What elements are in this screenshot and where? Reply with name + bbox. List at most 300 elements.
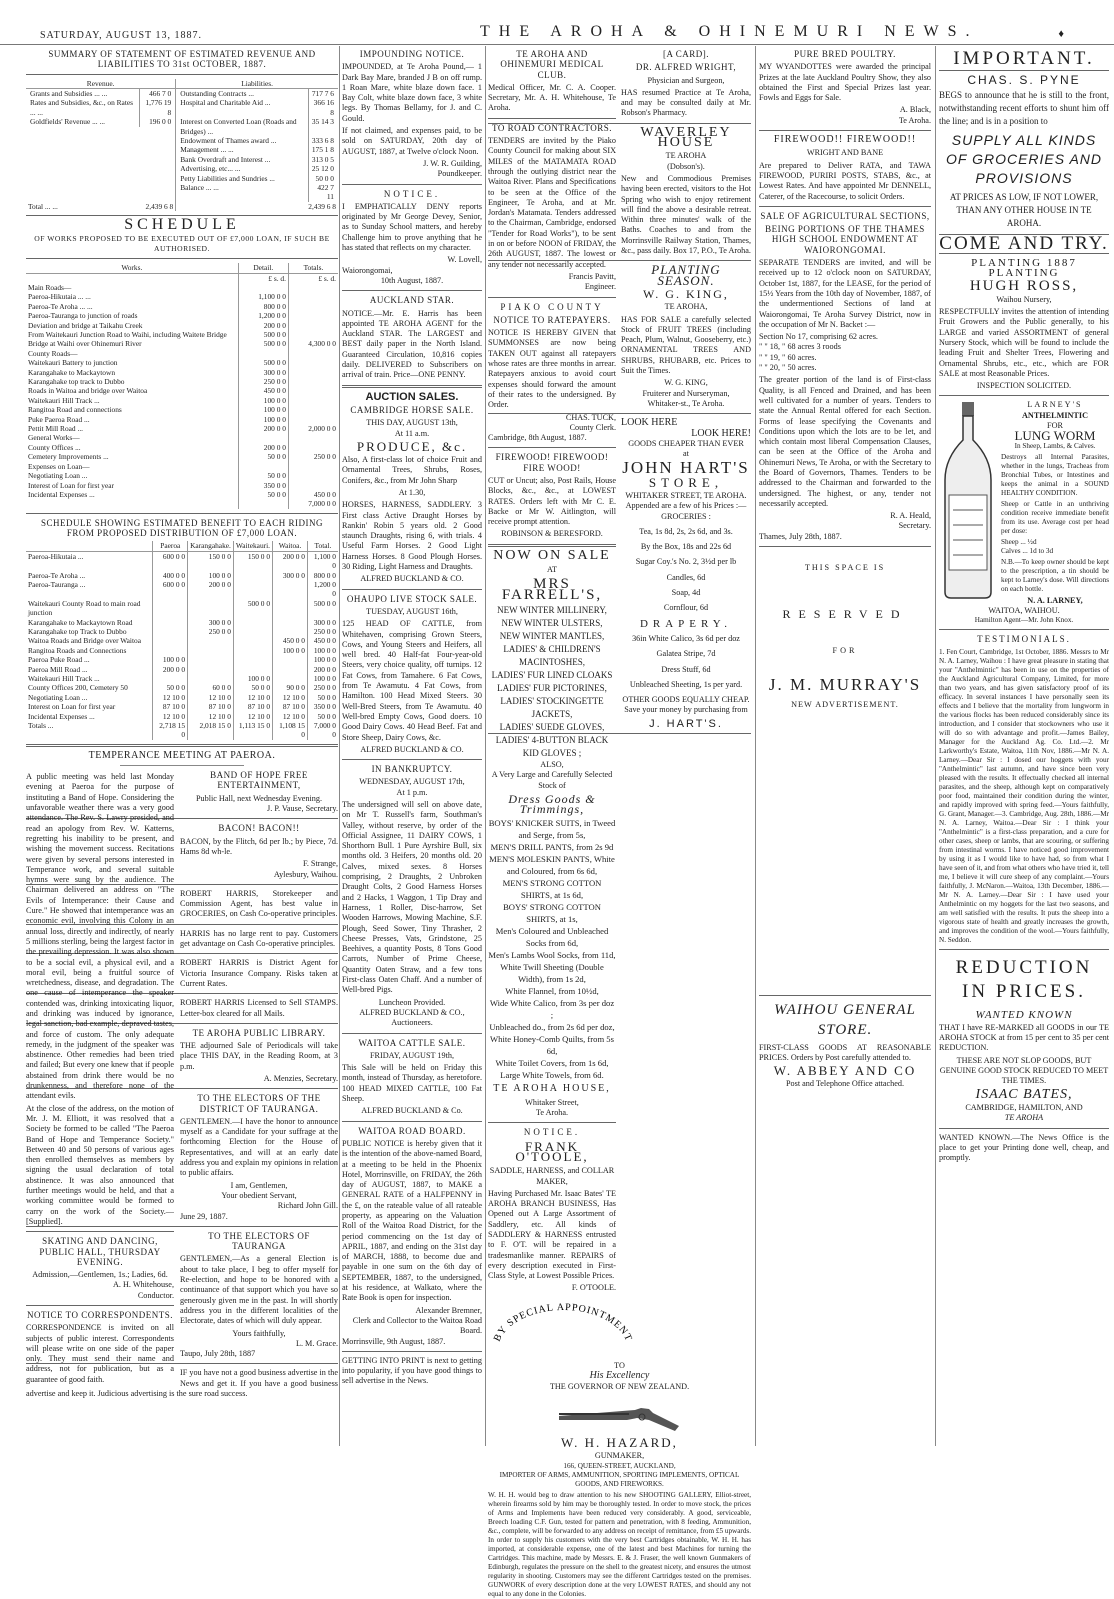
riding-cell: 100 0 0 — [188, 571, 234, 580]
farrell-item: LADIES' FUR PICTORINES, — [497, 682, 607, 693]
impounding-text: IMPOUNDED, at Te Aroha Pound,— 1 Dark Bay Mare, branded J B on off rump. 1 Roan Mare, white blaze down face. 1 Bay Colt, white blaze down face, 3 white legs. By Thomas Bellamy, for J. and C. Gould. — [342, 62, 482, 123]
riding-cell: 600 0 0 — [153, 580, 188, 599]
riding-header: Waitekauri. — [233, 541, 272, 551]
riding-cell: 150 0 0 — [188, 551, 234, 570]
liability-row — [178, 89, 336, 98]
column-1-right-ads: BAND OF HOPE FREE ENTERTAINMENT, Public Hall, next Wednesday Evening. J. P. Vause, Secretary. BACON! BACON!! BACON, by the Flitch, 6d per lb.; by Piece, 7d. Hams 8d wh-le. F. Strange, Aylesbury, Waihou. ROBERT HARRIS, Storekeeper and Commission Agent, has best value in GROCERIES, on Cash Co-operative principles. HARRIS has no large rent to pay. Customers get advantage on Cash Co-operative principles. ROBERT HARRIS is District Agent for Victoria Insurance Company. Risks taken at Current Rates. ROBERT HARRIS Licensed to Sell STAMPS. Letter-box cleared for all Mails. TE AROHA PUBLIC LIBRARY. THE adjourned Sale of Periodicals will take place THIS DAY, in the Reading Room, at 3 p.m. A. Menzies, Secretary. TO THE ELECTORS OF THE DISTRICT OF TAURANGA. GENTLEMEN.—I have the honor to announce myself as a Candidate for your suffrage at the forthcoming Election for the House of Representatives, and will at an early date address you and explain my opinions in relation to public affairs. I am, Gentlemen, Your obedient Servant, Richard John Gill. June 29, 1887. TO THE ELECTORS OF TAURANGA GENTLEMEN,—As a general Election is about to take place, I beg to offer myself for Re-election, and hope to be honored with a continuance of that support which you have so generously given me in the past. In will shortly address you in the different localities of the Electorate, dates of which will duly appear. Yours faithfully, L. M. Grace. Taupo, July 28th, 1887 IF you have not a good business advertise in the News and get it. If you have a good business advertise and keep it. Judicious advertising is the sure road success. — [26, 770, 338, 1398]
riding-row — [26, 693, 338, 702]
ross-title: HUGH ROSS, — [969, 278, 1079, 295]
sale-title: SALE OF AGRICULTURAL SECTIONS, — [760, 210, 930, 221]
total-label: Total ... ... — [28, 201, 58, 211]
bates-title: ISAAC BATES, — [975, 1086, 1073, 1102]
riding-cell: Waitekauri County Road to main road junction — [28, 598, 141, 618]
contractors-title: TO ROAD CONTRACTORS. — [492, 122, 612, 133]
waihou-text: FIRST-CLASS GOODS AT REASONABLE PRICES. Orders by Post carefully attended to. — [759, 1042, 931, 1062]
poultry-title: PURE BRED POULTRY. — [794, 49, 896, 59]
riding-cell: Paeroa-Hikutaia ... — [28, 551, 84, 561]
riding-cell — [188, 665, 234, 674]
schedule-subtitle: OF WORKS PROPOSED TO BE EXECUTED OUT OF £7,000 LOAN, IF SUCH BE AUTHORISED. — [34, 233, 330, 253]
riding-cell: 200 0 0 — [273, 551, 308, 570]
summary-title: SUMMARY OF STATEMENT OF ESTIMATED REVENUE AND LIABILITIES TO 31st OCTOBER, 1887. — [48, 49, 316, 70]
work-detail: 200 0 0 — [238, 424, 288, 433]
column-4: PURE BRED POULTRY. MY WYANDOTTES were awarded the principal Prizes at the late Auckland Poultry Show, they also obtained the First and Special Prizes last year. Fowls and Eggs for Sale. A. Black, Te Aroha. FIREWOOD!! FIREWOOD!! WRIGHT AND BANE Are prepared to Deliver RATA, and TAWA FIREWOOD, PURIRI POSTS, STABS, &c., at Lowest Rates. And have appointed Mr DENNELL, Caterer, of the Racecourse, to solicit Orders. SALE OF AGRICULTURAL SECTIONS, BEING PORTIONS OF THE THAMES HIGH SCHOOL ENDOWMENT AT WAIORONGOMAI. SEPARATE TENDERS are invited, and will be received up to 12 o'clock noon on SATURDAY, October 1st, 1887, for the LEASE, for the period of 15½ Years from the 10th day of November, 1887, of the undermentioned Sections of land at Waiorongomai, Te Aroha Survey District, now in the occupation of Mr N. Backet :— Section No 17, comprising 62 acres. " " 18, " 68 acres 3 roods " " 19, " 60 acres. " " 20, " 50 acres. The greater portion of the land is of First-class Quality, is all Fenced and Drained, and has been well cultivated for a number of years. Tenders to state the Annual Rental offered for each Section. Forms of lease specifying the Covenants and Conditions upon which the lots are to be let, and which contain most liberal Compensation Clauses, can be seen at the Office of the Aroha and Ohinemuri News, Te Aroha, or with the Secretary to the Board of Governors, Thames. Tenders to be addressed to the Chairman and forwarded to the undersigned. The highest, or any, tender not necessarily accepted. R. A. Heald, Secretary. Thames, July 28th, 1887. THIS SPACE IS RESERVED FOR J. M. MURRAY'S NEW ADVERTISEMENT. WAIHOU GENERAL STORE. FIRST-CLASS GOODS AT REASONABLE PRICES. Orders by Post carefully attended to. W. ABBEY AND CO Post and Telephone Office attached. — [759, 49, 931, 1089]
riding-cell — [188, 636, 234, 645]
dress-goods: Dress Goods & Trimmings, — [508, 791, 596, 817]
totals-header: Totals. — [288, 263, 338, 273]
column-divider — [755, 46, 756, 1446]
riding-cell: 300 0 0 — [308, 618, 339, 627]
star-text: NOTICE.—Mr. E. Harris has been appointed TE AROHA AGENT for the Auckland STAR. The LARGEST and BEST daily paper in the North Island. Guaranteed Circulation, 10,816 copies daily. DELIVERED to Subscribers on arrival of train. Price—ONE PENNY. — [342, 308, 482, 380]
riding-cell: 100 0 0 — [308, 646, 339, 655]
riding-cell — [233, 618, 272, 627]
work-total — [288, 481, 338, 490]
work-total — [288, 462, 338, 471]
work-item: Karangahake to Mackaytown — [28, 367, 116, 377]
liability-amount: 366 16 8 — [309, 98, 336, 117]
riding-row — [26, 712, 338, 721]
riding-row — [26, 655, 338, 664]
important-heading: IMPORTANT. — [953, 48, 1095, 69]
printing-notice: GETTING INTO PRINT is next to getting into popularity, if you have good things to sell advertise in the News. — [342, 1355, 482, 1386]
library-text: THE adjourned Sale of Periodicals will take place THIS DAY, in the Reading Room, at 3 p.m. — [180, 1041, 338, 1071]
drapery-item: 36in White Calico, 3s 6d per doz — [632, 633, 740, 643]
revenue-total — [26, 202, 176, 211]
work-item: Expenses on Loan— — [28, 461, 90, 471]
riding-cell — [273, 580, 308, 599]
harris-ad-4: ROBERT HARRIS Licensed to Sell STAMPS. Letter-box cleared for all Mails. — [180, 998, 338, 1018]
waitoa-sale-text: This Sale will be held on Friday this month, instead of Thursday, as heretofore. 100 HEAD MIXED CATTLE, 100 Fat Sheep. — [342, 1063, 482, 1104]
riding-cell: 50 0 0 — [308, 712, 339, 721]
liability-row — [178, 164, 336, 173]
king-title: W. G. KING, — [643, 286, 729, 301]
drapery-item: Dress Stuff, 6d — [661, 664, 711, 674]
otoole-title: FRANK O'TOOLE, — [515, 1138, 589, 1164]
column-3-right: [A CARD]. DR. ALFRED WRIGHT, Physician and Surgeon, HAS resumed Practice at Te Aroha, and may be consulted daily at Mr. Robson's Pharmacy. WAVERLEY HOUSE TE AROHA (Dobson's). New and Commodious Premises having been erected, visitors to the Hot Spring who wish to enjoy retirement will find the above a desirable retreat. Within three minutes' walk of the Baths. Coaches to and from the Morrinsville Railway Station, Thames, &c., pass daily. Box 17, P.O., Te Aroha. PLANTING SEASON. W. G. KING, TE AROHA, HAS FOR SALE a carefully selected Stock of FRUIT TREES (including Peach, Plum, Walnut, Gooseberry, etc.) ORNAMENTAL TREES AND SHRUBS, RHUBARB, etc. Prices to Suit the Times. W. G. KING, Fruiterer and Nurseryman, Whitaker-st., Te Aroha. LOOK HERE LOOK HERE! GOODS CHEAPER THAN EVER at JOHN HART'S STORE, WHITAKER STREET, TE AROHA. Appended are a few of his Prices :— GROCERIES : Tea, 1s 8d, 2s, 2s 6d, and 3s. By the Box, 18s and 22s 6d Sugar Coy.'s No. 2, 3½d per lb Candles, 6d Soap, 4d Cornflour, 6d DRAPERY. 36in White Calico, 3s 6d per doz Galatea Stripe, 7d Dress Stuff, 6d Unbleached Sheeting, 1s per yard. OTHER GOODS EQUALLY CHEAP. Save your money by purchasing from J. HART'S. BY SPECIAL APPOINTMENT TO His Excellency THE GOVERNOR OF NEW ZEALAND. W. H. HAZARD, GUNMAKER, 166, QUEEN-STREET, AUCKLAND, IMPORTER OF ARMS, AMMUNITION, SPORTING IMPLEMENTS, OPTICAL GOODS, AND FIREWORKS. W. H. H. would beg to draw attention to his new SHOOTING GALLERY, Elliot-street, wherein firearms sold by him may be thoroughly tested. In order to move stock, the prices of Arms and Implements have been reduced very considerably. A good, serviceable, Breech loading C.F. Gun, tested for pattern and penetration, with 8 feeding, Ammunition, &c., complete, will be forwarded to any address on receipt of remittance, from £5 upwards. In order to supply his customers with the very best Cartridges obtainable, W. H. H. has imported, at considerable expense, one of the latest and best Machines for turning the Cartridges. This machine, made by Messrs. E. & J. Fraser, the well known Gunmakers of Edinburgh, regulates the pressure on the shell to the greatest nicety, and ensures the utmost regularity in shooting. Customers may see the different Cartridges tested on the premises. GUNWORK of every description done at the very LOWEST RATES, and should any not equal to any done in the Colonies. — [488, 49, 751, 1598]
riding-cell: 200 0 0 — [308, 665, 339, 674]
riding-cell: 100 0 0 — [273, 646, 308, 655]
work-total — [288, 292, 338, 301]
larney-text-2: Sheep or Cattle in an unthriving condition receive immediate benefit from its use. Average cost per head per dose: — [1001, 499, 1109, 535]
riding-cell: Paeroa Mill Road ... — [28, 664, 88, 674]
work-item: Cemetery Improvements ... — [28, 452, 109, 462]
riding-cell: 87 10 0 — [233, 702, 272, 711]
ohaupo-title: OHAUPO LIVE STOCK SALE. — [346, 593, 478, 604]
firewood-2-text: Are prepared to Deliver RATA, and TAWA FIREWOOD, PURIRI POSTS, STABS, &c., at Lowest Rates. And have appointed Mr DENNELL, Caterer, of the Racecourse, to solicit Orders. — [759, 160, 931, 201]
farrell-item: Large White Towels, from 6d. — [500, 1070, 604, 1081]
riding-cell: 1,100 0 0 — [308, 551, 339, 570]
horses-text: HORSES, HARNESS, SADDLERY. 3 First class Active Draught Horses by Rankin' Robin 5 years old. 2 Good staunch Draughts, rising 6, with trials. 4 Useful Farm Horses. 2 Good Light Harness Horses. 8 Good Plough Horses. 30 Riding, Light Harness and Draughts. — [342, 500, 482, 572]
larney-ad: LARNEY'S ANTHELMINTIC FOR LUNG WORM In Sheep, Lambs, & Calves. Destroys all Internal Parasites, whether in the lungs, Tracheas from Bronchial Tubes, or Intestines and keeps the animal in a SOUND HEALTHY CONDITION. Sheep or Cattle in an unthriving condition receive immediate benefit from its use. Average cost per head per dose: Sheep ... ½d Calves ... 1d to 3d — [939, 400, 1109, 555]
divider — [26, 74, 338, 75]
riding-cell — [273, 674, 308, 683]
riding-cell: 87 10 0 — [153, 702, 188, 711]
work-detail: 350 0 0 — [238, 481, 288, 490]
liability-amount: 717 7 6 — [309, 89, 336, 98]
work-item: Bridge at Waihi over Ohinemuri River — [28, 339, 142, 349]
work-item: Rangitoa Road and connections — [28, 405, 122, 415]
liabilities-header: Liabilities. — [176, 79, 338, 89]
schedule-row — [26, 405, 338, 414]
riding-cell — [273, 618, 308, 627]
contractors-text: TENDERS are invited by the Piako County Council for making about SIX MILES of the MATAMATA ROAD through the outlying district near the Waitoa River. Plans and Specifications to be seen at the Office of the Engineer, Te Aroha, and at Mr. Jordan's Matamata. Tenders addressed to the Chairman, Cambridge, endorsed "Tender for Road Works"), to be sent in on or before NOON of FRIDAY, the 26th AUGUST, 1887. The lowest or any tender not necessarily accepted. — [488, 136, 616, 269]
road-board-title: WAITOA ROAD BOARD. — [358, 1125, 466, 1136]
road-board-text: PUBLIC NOTICE is hereby given that it is the intention of the above-named Board, at a meeting to be held in the Phoenix Hotel, Morrinsville, on FRIDAY, the 26th day of AUGUST, 1887, to MAKE a GENERAL RATE of a HALFPENNY in the £, on the rateable value of all rateable property, as appearing on the Valuation Roll of the Waitoa Road District, for the period commencing on the 1st day of APRIL, 1887, and ending on the 31st day of MARCH, 1888, to become due and payable in one sum on the 6th day of SEPTEMBER, 1887, to the undersigned, at his residence, at Walkato, where the Rate Book is open for inspection. — [342, 1138, 482, 1303]
riding-cell — [153, 618, 188, 627]
riding-cell: Rangitoa Roads and Connections — [28, 645, 127, 655]
work-detail: 250 0 0 — [238, 377, 288, 386]
work-item: From Waitekauri Junction Road to Waihi, including Waitete Bridge — [28, 330, 227, 340]
farrell-item: NEW WINTER MILLINERY, — [497, 604, 607, 615]
farrell-item: NEW WINTER ULSTERS, — [501, 617, 603, 628]
work-total: 450 0 0 — [288, 490, 338, 499]
grocery-item: Sugar Coy.'s No. 2, 3½d per lb — [635, 557, 737, 567]
liability-item: Bank Overdraft and Interest ... — [180, 154, 271, 164]
cambridge-title: CAMBRIDGE HORSE SALE. — [350, 404, 474, 415]
king-text: HAS FOR SALE a carefully selected Stock of FRUIT TREES (including Peach, Plum, Walnut, Gooseberry, etc.) ORNAMENTAL TREES AND SHRUBS, RHUBARB, etc. Prices to Suit the Times. — [621, 314, 751, 376]
farrell-item: LADIES' 4-BUTTON BLACK KID GLOVES ; — [495, 734, 609, 758]
correspondents-title: NOTICE TO CORRESPONDENTS. — [27, 1310, 173, 1320]
column-5: IMPORTANT. CHAS. S. PYNE BEGS to announce that he is still to the front, notwithstanding recent efforts to shunt him off the line; and is in a position to SUPPLY ALL KINDS OF GROCERIES AND PROVISIONS AT PRICES AS LOW, IF NOT LOWER, THAN ANY OTHER HOUSE IN TE AROHA. COME AND TRY. PLANTING 1887 PLANTING HUGH ROSS, Waihou Nursery, RESPECTFULLY invites the attention of intending Fruit Growers and the Public generally, to his LARGE and varied ASSORTMENT of general Nursery Stock, which will be found to include the leading Fruit and Shelter Trees, Flowering and Ornamental Shrubs, etc., etc., which are FOR SALE at most Reasonable Prices. INSPECTION SOLICITED. LARNEY'S ANTHELMINTIC FOR LUNG WORM In Sheep, Lambs, & Calves. Destroys all Internal Parasites, whether in the lungs, Tracheas from Bronchial Tubes, or Intestines and keeps the animal in a SOUND HEALTHY CONDITION. Sheep or Cattle in an unthriving condition receive immediate benefit from its use. Average cost per head per dose: Sheep ... ½d Calves ... 1d to 3d N.B.—To keep owner should be kept to the prescription, a tin should be kept to Larney's dose. Will directions on each bottle. N. A. LARNEY, WAITOA, WAIHOU. Hamilton Agent—Mr. John Knox. TESTIMONIALS. 1. Fen Court, Cambridge, 1st October, 1886. Messrs to Mr N. A. Larney, Waihou : I have great pleasure in stating that your "Anthelmintic" has been in use on the properties of the Auckland Agricultural Company, Limited, for more than two years, and has given satisfactory proof of its efficacy. In several instances I have personally seen its effects and I believe that the mortality from lungworm in the various flocks has been reduced considerably since its introduction, and I consider that stockowners who use it will do so with advantage and profit.—James Bailey, Manager for the Auckland Ag. Co. Ltd.—2. Mr Larkworthy's Estate, Waitoa, 11th Nov, 1886.—Mr N. A. Larney.—Dear Sir : I dosed our hoggets with your "Anthelmintic" last autumn, and have since been very pleased with the results. It effectually checked all internal parasites, and the sheep, although kept on comparatively poor food, maintained their condition during the winter, and rapidly improved with spring feed.—Yours faithfully, G. Grant, Manager.—3. Cambridge, Aug. 28th, 1886.—Mr N. A. Larney, Waitoa.—Dear Sir : I think your "Anthelmintic" is a first-class preparation, and a cure for other cases, sheep or lambs, that are scouring, or suffering from intestinal worms. I have noticed good improvement by using it as I would like to have had, so from what I have seen of it, and from what others who have tried it, tell me, I believe it will cure sheep of any complaint.—Yours faithfully, J. McNaron.—Waitoa, 13th December, 1886.—Mr N. A. Larney.—Dear Sir : I have used your Anthelmintic on my hoggets for the last two seasons, and am well satisfied with the results. It puts the sheep into a vigorous state of health and greatly increases the growth, and improves the condition of the wool.—Yours faithfully, N. Seddon. REDUCTION IN PRICES. WANTED KNOWN THAT I have RE-MARKED all GOODS in our TE AROHA STOCK at from 15 per cent to 35 per cent REDUCTION. THESE ARE NOT SLOP GOODS, BUT GENUINE GOOD STOCK REDUCED TO MEET THE TIMES. ISAAC BATES, CAMBRIDGE, HAMILTON, AND TE AROHA WANTED KNOWN.—The News Office is the place to get your Printing done well, cheap, and promptly. — [939, 48, 1109, 1163]
schedule-row — [26, 292, 338, 301]
reserved: RESERVED — [782, 607, 908, 622]
schedule-row — [26, 490, 338, 499]
schedule-row — [26, 349, 338, 358]
work-item: Waitekauri Hill Track ... — [28, 395, 100, 405]
riding-cell: Paeroa Puke Road ... — [28, 655, 90, 665]
riding-cell: 12 10 0 — [273, 693, 308, 702]
column-3 — [488, 46, 751, 1598]
schedule-row — [26, 443, 338, 452]
revenue-amount: 1,776 19 8 — [139, 98, 173, 117]
revenue-header: Revenue. — [26, 79, 176, 89]
work-item: Negotiating Loan ... — [28, 471, 88, 481]
printing-wanted: WANTED KNOWN.—The News Office is the place to get your Printing done well, cheap, and promptly. — [939, 1132, 1109, 1163]
total-revenue: 2,439 6 8 — [145, 201, 174, 211]
riding-title: SCHEDULE SHOWING ESTIMATED BENEFIT TO EACH RIDING FROM PROPOSED DISTRIBUTION OF £7,000 LOAN. — [41, 517, 323, 539]
divider — [26, 513, 338, 514]
hazard-title: W. H. HAZARD, — [561, 1434, 678, 1450]
column-2: IMPOUNDING NOTICE. IMPOUNDED, at Te Aroha Pound,— 1 Dark Bay Mare, branded J B on off rump. 1 Roan Mare, white blaze down face. 1 Bay Colt, white blaze down face, 3 white legs. By Thomas Bellamy, for J. and C. Gould. If not claimed, and expenses paid, to be sold on SATURDAY, 20th day of AUGUST, 1887, at Twelve o'clock Noon. J. W. R. Guilding, Poundkeeper. NOTICE. I EMPHATICALLY DENY reports originated by Mr George Devey, Senior, as to Sunday School matters, and hereby Challenge him to prove anything that he has stated that reflects on my character. W. Lovell, Waiorongomai, 10th August, 1887. AUCKLAND STAR. NOTICE.—Mr. E. Harris has been appointed TE AROHA AGENT for the Auckland STAR. The LARGEST and BEST daily paper in the North Island. Guaranteed Circulation, 10,816 copies daily. DELIVERED to Subscribers on arrival of train. Price—ONE PENNY. AUCTION SALES. CAMBRIDGE HORSE SALE. THIS DAY, AUGUST 13th, At 11 a.m. PRODUCE, &c. Also, A first-class lot of choice Fruit and Ornamental Trees, Shrubs, Roses, Conifers, &c., from Mr John Sharp At 1.30, HORSES, HARNESS, SADDLERY. 3 First class Active Draught Horses by Rankin' Robin 5 years old. 2 Good staunch Draughts, rising 6, with trials. 4 Useful Farm Horses. 2 Good Light Harness Horses. 8 Good Plough Horses. 30 Riding, Light Harness and Draughts. ALFRED BUCKLAND & CO. OHAUPO LIVE STOCK SALE. TUESDAY, AUGUST 16th, 125 HEAD OF CATTLE, from Whitehaven, comprising Grown Steers, Cows, and Young Steers and Heifers, all well bred. 40 Half-fat Four-year-old Steers, very choice quality, off turnips. 12 Fat Cows, from Tamahere. 6 Fat Cows, from Te Awamutu. 4 Fat Cows, from Hamilton. 100 Head Mixed Steers. 30 Well-Bred Steers, from Te Awamutu. 40 Well-bred Empty Cows, Good doers. 10 Good Dairy Cows. 40 Head Beef. Fat and Store Sheep, Dairy Cows, &c. ALFRED BUCKLAND & CO. IN BANKRUPTCY. WEDNESDAY, AUGUST 17th, At 1 p.m. The undersigned will sell on above date, on Mr T. Russell's farm, Southman's Valley, without reserve, by order of the Official Assignee, 11 DAIRY COWS, 1 Shorthorn Bull. 1 Pure Ayrshire Bull, six months old. 3 Heifers, 20 months old. 20 Calves, mixed sexes. 8 Horses comprising, 2 Draughts, 2 Unbroken Draught Colts, 2 Good Harness Horses and 2 Hacks, 1 Waggon, 1 Tip Dray and Harness, 1 Roller, Disc-harrow, Set Wooden Harrows, Mowing Machine, S.F. Plough, Seed Sower, Tiny Thrasher, 2 Cheese Presses, Vats, Grindstone, 25 Beehives, a quantity Posts, 8 Tons Good Carrots, Number of Prime Cheese, Quantity Oaten Straw, and a few tons First-class Oaten Chaff. And a number of Well-bred Pigs. Luncheon Provided. ALFRED BUCKLAND & CO., Auctioneers. WAITOA CATTLE SALE. FRIDAY, AUGUST 19th, This Sale will be held on Friday this month, instead of Thursday, as heretofore. 100 HEAD MIXED CATTLE, 100 Fat Sheep. ALFRED BUCKLAND & Co. WAITOA ROAD BOARD. PUBLIC NOTICE is hereby given that it is the intention of the above-named Board, at a meeting to be held in the Phoenix Hotel, Morrinsville, on FRIDAY, the 26th day of AUGUST, 1887, to MAKE a GENERAL RATE of a HALFPENNY in the £, on the rateable value of all rateable property, as appearing on the Valuation Roll of the Waitoa Road District, for the period commencing on the 1st day of APRIL, 1887, and ending on the 31st day of MARCH, 1888, to become due and payable in one sum on the 6th day of SEPTEMBER, 1887, to the undersigned, at his residence, at Walkato, where the Rate Book is open for inspection. Alexander Bremner, Clerk and Collector to the Waitoa Road Board. Morrinsville, 9th August, 1887. GETTING INTO PRINT is next to getting into popularity, if you have good things to sell advertise in the News. — [342, 49, 482, 1386]
work-detail: 50 0 0 — [238, 490, 288, 499]
schedule-row — [26, 471, 338, 480]
testimonials-text: 1. Fen Court, Cambridge, 1st October, 1886. Messrs to Mr N. A. Larney, Waihou : I have great pleasure in stating that your "Anthelmintic" has been in use on the properties of the Auckland Agricultural Company, Limited, for more than two years, and has given satisfactory proof of its efficacy. In several instances I have personally seen its effects and I believe that the mortality from lungworm in the various flocks has been reduced considerably since its introduction, and I consider that stockowners who use it will do so with advantage and profit.—James Bailey, Manager for the Auckland Ag. Co. Ltd.—2. Mr Larkworthy's Estate, Waitoa, 11th Nov, 1886.—Mr N. A. Larney.—Dear Sir : I dosed our hoggets with your "Anthelmintic" last autumn, and have since been very pleased with the results. It effectually checked all internal parasites, and the sheep, although kept on comparatively poor food, maintained their condition during the winter, and rapidly improved with spring feed.—Yours faithfully, G. Grant, Manager.—3. Cambridge, Aug. 28th, 1886.—Mr N. A. Larney, Waitoa.—Dear Sir : I think your "Anthelmintic" is a first-class preparation, and a cure for other cases, sheep or lambs, that are scouring, or suffering from intestinal worms. I have noticed good improvement by using it as I would like to have had, so from what I have seen of it, and from what others who have tried it, tell me, I believe it will cure sheep of any complaint.—Yours faithfully, J. McNaron.—Waitoa, 13th December, 1886.—Mr N. A. Larney.—Dear Sir : I have used your Anthelmintic on my hoggets for the last two seasons, and am well satisfied with the results. It puts the sheep into a vigorous state of health and greatly increases the growth, and improves the condition of the wool.—Yours faithfully, N. Seddon. — [939, 647, 1109, 944]
auction-sales-heading: AUCTION SALES. — [365, 390, 459, 403]
riding-cell — [188, 646, 234, 655]
riding-cell: Negotiating Loan ... — [28, 692, 88, 702]
liability-amount: 25 12 0 — [309, 164, 336, 173]
liability-row — [178, 183, 336, 202]
farrell-item: White Twill Sheeting (Double Width), from 1s 2d, — [500, 962, 604, 985]
produce-text: Also, A first-class lot of choice Fruit and Ornamental Trees, Shrubs, Roses, Conifers, &c., from Mr John Sharp — [342, 455, 482, 485]
riding-cell: Karangahake to Mackaytown Road — [28, 617, 133, 627]
riding-cell — [233, 580, 272, 599]
money-units: £ s. d. — [288, 273, 338, 283]
grocery-item: By the Box, 18s and 22s 6d — [640, 542, 732, 552]
schedule-row — [26, 368, 338, 377]
sale-text-2: The greater portion of the land is of First-class Quality, is all Fenced and Drained, and has been well cultivated for a number of years. Tenders to state the Annual Rental offered for each Section. Forms of lease specifying the Covenants and Conditions upon which the lots are to be let, and which contain most liberal Compensation Clauses, can be seen at the Office of the Aroha and Ohinemuri News, Te Aroha, or with the Secretary to the Board of Governors, Thames. Tenders to be addressed to the Chairman and forwarded to the undersigned. The highest, or any, tender not necessarily accepted. — [759, 375, 931, 508]
riding-cell — [153, 674, 188, 683]
riding-total-cell: 1,113 15 0 — [233, 721, 272, 740]
work-detail: 450 0 0 — [238, 386, 288, 395]
bacon-text: BACON, by the Flitch, 6d per lb.; by Piece, 7d. Hams 8d wh-le. — [180, 836, 338, 856]
temperance-article: A public meeting was held last Monday evening at Paeroa for the purpose of instituting a Band of Hope. Considering the unfavorable weather there was a very good attendance. The Rev. S. Lawry presided, and read an apology from Rev. W. Katterns, regretting his inability to be present, and wishing the movement success. Recitations were given by several persons interested in Temperance work, and several suitable hymns were sung by the audience. The Chairman delivered an address on "The Evils of Intemperance: their Cause and Cure." He showed that intemperance was an economic evil, involving this Colony in an annual loss, directly and indirectly, of nearly 5 millions sterling, being the largest factor in the prevailing depression. It was also shown to be a social evil, a physical evil, and a moral evil, being a fruitful source of wretchedness, disease, and degradation. The one cause of intemperance the speaker contended was, drinking intoxicating liquor, and drinking was induced by ignorance, legal sanction, bad example, depraved tastes, and force of custom. The only adequate remedy, in the judgment of the speaker was abstinence. Other remedies had been tried and failed; But every one knew that if people abstained from drink there would be no drunkenness, and therefore none of the attendant evils. At the close of the address, on the motion of Mr. J. M. Elliott, it was resolved that a Society be formed to be called "The Paeroa Band of Hope and Temperance Society." Between 40 and 50 persons of various ages then enrolled themselves as members by signing the usual declaration of total abstinence. It was also announced that further meetings would be held, and that a working committee would be formed to carry on the work of the Society.—[Supplied]. SKATING AND DANCING, PUBLIC HALL, THURSDAY EVENING. Admission,—Gentlemen, 1s.; Ladies, 6d. A. H. Whitehouse, Conductor. NOTICE TO CORRESPONDENTS. CORRESPONDENCE is invited on all subjects of public interest. Correspondents will please write on one side of the paper only. They must send their name and address, not for publication, but as a guarantee of good faith. — [26, 772, 174, 1384]
pyne-text: BEGS to announce that he is still to the front, notwithstanding recent efforts to shunt him off the line; and is in a position to — [939, 89, 1109, 126]
special-appointment-arc — [488, 1298, 638, 1354]
schedule-title: SCHEDULE — [124, 216, 240, 234]
testimonials-title: TESTIMONIALS. — [977, 634, 1071, 645]
bankruptcy-text: The undersigned will sell on above date, on Mr T. Russell's farm, Southman's Valley, without reserve, by order of the Official Assignee, 11 DAIRY COWS, 1 Shorthorn Bull. 1 Pure Ayrshire Bull, six months old. 3 Heifers, 20 months old. 20 Calves, mixed sexes. 8 Horses comprising, 2 Draughts, 2 Unbroken Draught Colts, 2 Good Harness Horses and 2 Hacks, 1 Waggon, 1 Tip Dray and Harness, 1 Roller, Disc-harrow, Set Wooden Harrows, Mowing Machine, S.F. Plough, Seed Sower, Tiny Thrasher, 2 Cheese Presses, Vats, Grindstone, 25 Beehives, a quantity Posts, 8 Tons Good Carrots, Number of Prime Cheese, Quantity Oaten Straw, and a few tons First-class Oaten Chaff. And a number of Well-bred Pigs. — [342, 800, 482, 995]
larney-title: LARNEY'S — [1027, 400, 1083, 410]
otoole-text: Having Purchased Mr. Isaac Bates' TE AROHA BRANCH BUSINESS, Has Opened out A Large Assortment of Saddlery, etc. All kinds of SADDLERY & HARNESS entrusted to F. O'T. will be repaired in a tradesmanlike manner. REPAIRS of every description executed in First-Class Style, at Lowest Possible Prices. — [488, 1188, 616, 1281]
riding-cell: Interest on Loan for first year — [28, 702, 116, 712]
skating-admission: Admission,—Gentlemen, 1s.; Ladies, 6d. — [32, 1270, 168, 1280]
column-1 — [26, 46, 338, 1444]
murray-title: J. M. MURRAY'S — [768, 674, 922, 694]
piako-title: PIAKO COUNTY — [500, 301, 604, 312]
farrell-item: White Flannel, from 10½d, — [505, 986, 599, 997]
schedule-row — [26, 330, 338, 339]
harris-ad-2: HARRIS has no large rent to pay. Customers get advantage on Cash Co-operative principles. — [180, 928, 338, 949]
riding-row — [26, 665, 338, 674]
divider — [26, 258, 338, 259]
schedule-row — [26, 358, 338, 367]
appointment-arc-text: BY SPECIAL APPOINTMENT — [491, 1301, 635, 1344]
schedule-table — [26, 263, 338, 509]
schedule-row — [26, 302, 338, 311]
waihou-store: WAIHOU GENERAL STORE. — [774, 1001, 916, 1038]
revenue-item: Rates and Subsidies, &c., on Rates ... ... — [30, 98, 134, 117]
farrell-item: NEW WINTER MANTLES, — [499, 630, 605, 641]
riding-row — [26, 683, 338, 692]
electors-1-title: TO THE ELECTORS OF THE DISTRICT OF TAURANGA. — [197, 1093, 321, 1114]
space-reserved: THIS SPACE IS — [804, 563, 886, 573]
riding-cell: County Offices 200, Cemetery 50 — [28, 683, 128, 693]
work-item: Puke Paeroa Road ... — [28, 414, 90, 424]
work-detail — [238, 349, 288, 358]
revenue-item: Goldfields' Revenue ... ... — [30, 117, 106, 127]
masthead — [0, 0, 1114, 45]
riding-cell: 400 0 0 — [153, 571, 188, 580]
liability-item: Advertising, etc... ... — [180, 164, 241, 174]
advertise-notice: IF you have not a good business advertise in the News and get it. If you have a good business advertise and keep it. Judicious advertising is the sure road success. — [26, 1368, 338, 1398]
riding-cell: 450 0 0 — [273, 636, 308, 645]
ratepayers-text: NOTICE IS HEREBY GIVEN that SUMMONSES are now being TAKEN OUT against all ratepayers whose rates are three months in arrear. Ratepayers anxious to avoid court expenses should forward the amount of their rates to the undersigned. By Order. — [488, 328, 616, 410]
work-item: Pettit Mill Road ... — [28, 424, 84, 434]
farrell-item: LADIES' SUEDE GLOVES, — [499, 721, 605, 732]
work-total — [288, 311, 338, 320]
come-and-try: COME AND TRY. — [939, 232, 1109, 254]
riding-cell: 500 0 0 — [233, 599, 272, 618]
page-marker: ♦ — [1058, 28, 1064, 40]
medical-club-title: TE AROHA AND OHINEMURI MEDICAL CLUB. — [500, 49, 604, 80]
farrell-item: Unbleached do., from 2s 6d per doz, — [489, 1022, 615, 1033]
riding-cell: Waitoa Roads and Bridge over Waitoa — [28, 636, 141, 646]
schedule-row — [26, 339, 338, 348]
grocery-item: Tea, 1s 8d, 2s, 2s 6d, and 3s. — [639, 526, 733, 536]
work-item: General Works— — [28, 433, 80, 443]
work-total — [288, 368, 338, 377]
riding-cell: 300 0 0 — [188, 618, 234, 627]
lung-worm: LUNG WORM — [1014, 428, 1096, 444]
farrell-item: White Honey-Comb Quilts, from 5s 6d, — [490, 1034, 614, 1057]
excellency: His Excellency — [589, 1370, 650, 1382]
revenue-amount: 466 7 0 — [139, 89, 173, 98]
section-item: " " 18, " 68 acres 3 roods — [759, 342, 841, 352]
liabilities-total: 2,439 6 8 — [176, 202, 338, 211]
revenue-row — [28, 98, 173, 117]
liability-row — [178, 155, 336, 164]
farrell-list — [488, 604, 616, 760]
riding-cell: 100 0 0 — [308, 674, 339, 683]
riding-cell: 100 0 0 — [308, 655, 339, 664]
ross-text: RESPECTFULLY invites the attention of intending Fruit Growers and the Public generally, to his LARGE and varied ASSORTMENT of general Nursery Stock, which will be found to include the leading Fruit and Shelter Trees, Flowering and Ornamental Shrubs, etc., etc., which are FOR SALE at most Reasonable Prices. — [939, 307, 1109, 378]
money-units: £ s. d. — [238, 273, 288, 283]
riding-row — [26, 618, 338, 627]
work-item: Waitekauri Battery to junction — [28, 358, 118, 368]
larney-nb: N.B.—To keep owner should be kept to the prescription, a tin should be kept to Larney's dose. Will directions on each bottle. — [1001, 557, 1109, 593]
liability-row — [178, 174, 336, 183]
now-on-sale: NOW ON SALE — [493, 547, 611, 563]
farrell-item: MEN'S DRILL PANTS, from 2s 9d — [490, 842, 614, 853]
farrell-item: Men's Coloured and Unbleached Socks from 6d, — [495, 926, 609, 949]
riding-cell: 200 0 0 — [153, 665, 188, 674]
work-item: County Offices ... — [28, 442, 81, 452]
drapery-item: Galatea Stripe, 7d — [656, 649, 716, 659]
work-total — [288, 358, 338, 367]
work-detail: 100 0 0 — [238, 415, 288, 424]
abbey-sign: W. ABBEY AND CO — [773, 1063, 917, 1079]
riding-cell: 200 0 0 — [188, 580, 234, 599]
riding-cell — [153, 627, 188, 636]
riding-total-cell: 1,108 15 0 — [273, 721, 308, 740]
section-item: " " 19, " 60 acres. — [759, 352, 817, 362]
farrell-item: BOYS' KNICKER SUITS, in Tweed and Serge, from 5s, — [488, 818, 616, 841]
riding-row — [26, 636, 338, 645]
library-title: TE AROHA PUBLIC LIBRARY. — [192, 1027, 326, 1038]
bates-text-2: THESE ARE NOT SLOP GOODS, BUT GENUINE GOOD STOCK REDUCED TO MEET THE TIMES. — [939, 1055, 1109, 1086]
work-total: 7,000 0 0 — [288, 499, 338, 508]
riding-row — [26, 599, 338, 618]
schedule-row — [26, 321, 338, 330]
farrell-item: Men's Lambs Wool Socks, from 11d, — [488, 950, 616, 961]
riding-cell: 12 10 0 — [153, 693, 188, 702]
farrell-title: MRS FARRELL'S, — [501, 576, 603, 603]
work-item: Roads in Waitoa and bridge over Waitoa — [28, 386, 148, 396]
poultry-text: MY WYANDOTTES were awarded the principal Prizes at the late Auckland Poultry Show, they also obtained the First and Special Prizes last year. Fowls and Eggs for Sale. — [759, 62, 931, 103]
work-total: 250 0 0 — [288, 452, 338, 461]
ratepayers-title: NOTICE TO RATEPAYERS. — [493, 314, 611, 325]
riding-cell — [233, 571, 272, 580]
riding-cell: 150 0 0 — [233, 551, 272, 570]
riding-cell: 600 0 0 — [153, 551, 188, 570]
riding-cell: 1,200 0 0 — [308, 580, 339, 599]
schedule-row — [26, 386, 338, 395]
riding-cell: 50 0 0 — [308, 693, 339, 702]
liability-amount: 35 14 3 — [309, 117, 336, 136]
riding-cell: 800 0 0 — [308, 571, 339, 580]
planting-season: PLANTING SEASON. — [651, 262, 721, 288]
riding-cell: 350 0 0 — [308, 702, 339, 711]
riding-cell: Waitekauri Hill Track ... — [28, 674, 100, 684]
work-detail — [238, 283, 288, 292]
work-item: Paeroa-Te Aroha ... ... — [28, 301, 93, 311]
riding-total-cell: Totals ... — [28, 721, 54, 731]
farrell-list-2 — [488, 817, 616, 1081]
riding-cell — [153, 636, 188, 645]
bottle-illustration — [939, 400, 997, 600]
riding-cell — [188, 655, 234, 664]
grocery-item: Soap, 4d — [671, 588, 701, 598]
liability-amount: 175 1 8 — [309, 145, 336, 154]
work-detail: 500 0 0 — [238, 339, 288, 348]
riding-row — [26, 627, 338, 636]
riding-total-row — [26, 721, 338, 740]
work-detail: 100 0 0 — [238, 405, 288, 414]
riding-cell: 60 0 0 — [188, 683, 234, 692]
works-header: Works. — [26, 263, 238, 273]
work-detail: 50 0 0 — [238, 471, 288, 480]
work-total — [288, 283, 338, 292]
firewood-2-title: FIREWOOD!! FIREWOOD!! — [773, 134, 917, 146]
work-total — [288, 433, 338, 442]
riding-row — [26, 580, 338, 599]
hart-title: JOHN HART'S — [622, 458, 750, 478]
jhart-sign: J. HART'S. — [649, 717, 723, 730]
schedule-row — [26, 452, 338, 461]
detail-header: Detail. — [238, 263, 288, 273]
notice-text: I EMPHATICALLY DENY reports originated by Mr George Devey, Senior, as to Sunday School matters, and hereby Challenge him to prove anything that he has stated that reflects on my character. — [342, 201, 482, 253]
riding-header: Waitoa. — [273, 541, 308, 551]
riding-cell: 87 10 0 — [188, 702, 234, 711]
firewood-title: FIREWOOD! FIREWOOD! FIRE WOOD! — [495, 452, 609, 473]
rifle-illustration — [557, 1396, 682, 1434]
schedule-row — [26, 283, 338, 292]
column-divider — [485, 46, 486, 1446]
schedule-row — [26, 396, 338, 405]
electors-1-text: GENTLEMEN.—I have the honor to announce myself as a Candidate for your suffrage at the forthcoming Election for the House of Representatives, and will at an early date address you and explain my opinions in relation to public affairs. — [180, 1116, 338, 1178]
wanted-known: WANTED KNOWN — [975, 1008, 1073, 1021]
revenue-amount: 196 0 0 — [139, 117, 173, 126]
liability-item: Petty Liabilities and Sundries ... — [180, 173, 275, 183]
pyne-title: CHAS. S. PYNE — [967, 73, 1081, 88]
schedule-row — [26, 481, 338, 490]
work-detail: 800 0 0 — [238, 302, 288, 311]
work-detail: 1,100 0 0 — [238, 292, 288, 301]
liability-row — [178, 98, 336, 117]
liability-amount: 50 0 0 — [309, 174, 336, 183]
riding-cell: 12 10 0 — [188, 712, 234, 721]
riding-cell — [188, 599, 234, 618]
revenue-cell — [26, 89, 176, 202]
column-divider — [935, 46, 936, 1446]
temperance-para-2: At the close of the address, on the motion of Mr. J. M. Elliott, it was resolved that a Society be formed to be called "The Paeroa Band of Hope and Temperance Society." Between 40 and 50 persons of various ages then enrolled themselves as members by signing the usual declaration of total abstinence. It was also announced that further meetings would be held, and that a working committee would be formed to carry on the work of the Society.—[Supplied]. — [26, 1103, 174, 1226]
riding-cell — [233, 665, 272, 674]
grocery-item: Candles, 6d — [666, 572, 706, 582]
riding-cell: Incidental Expenses ... — [28, 711, 95, 721]
liability-item: Balance ... ... — [180, 183, 219, 193]
work-detail — [238, 462, 288, 471]
work-detail: 200 0 0 — [238, 443, 288, 452]
temperance-para-1: A public meeting was held last Monday evening at Paeroa for the purpose of instituting a Band of Hope. Considering the unfavorable weather there was a very good attendance. The Rev. S. Lawry presided, and read an apology from Rev. W. Katterns, regretting his inability to be present, and wishing the movement success. Recitations were given by several persons interested in Temperance work, and several suitable hymns were sung by the audience. The Chairman delivered an address on "The Evils of Intemperance: their Cause and Cure." He showed that intemperance was an economic evil, involving this Colony in an annual loss, directly and indirectly, of nearly 5 millions sterling, being the largest factor in the prevailing depression. It was also shown to be a social evil, a physical evil, and a moral evil, being a fruitful source of wretchedness, disease, and degradation. The one cause of intemperance the speaker contended was, drinking intoxicating liquor, and drinking was induced by ignorance, legal sanction, bad example, depraved tastes, and force of custom. The only adequate remedy, in the judgment of the speaker was abstinence. Other remedies had been tried and failed; But every one knew that if people abstained from drink there would be no drunkenness, and therefore none of the attendant evils. — [26, 772, 174, 1101]
pyne-text-2: AT PRICES AS LOW, IF NOT LOWER, THAN ANY OTHER HOUSE IN TE AROHA. — [949, 191, 1099, 228]
work-total — [288, 302, 338, 311]
supply-groceries: SUPPLY ALL KINDS OF GROCERIES AND PROVISIONS — [945, 131, 1103, 186]
work-detail: 1,200 0 0 — [238, 311, 288, 320]
liabilities-list — [178, 89, 336, 202]
work-item: Interest of Loan for first year — [28, 480, 114, 490]
liability-item: Management ... ... — [180, 145, 234, 155]
revenue-item: Grants and Subsidies ... ... — [30, 89, 108, 98]
